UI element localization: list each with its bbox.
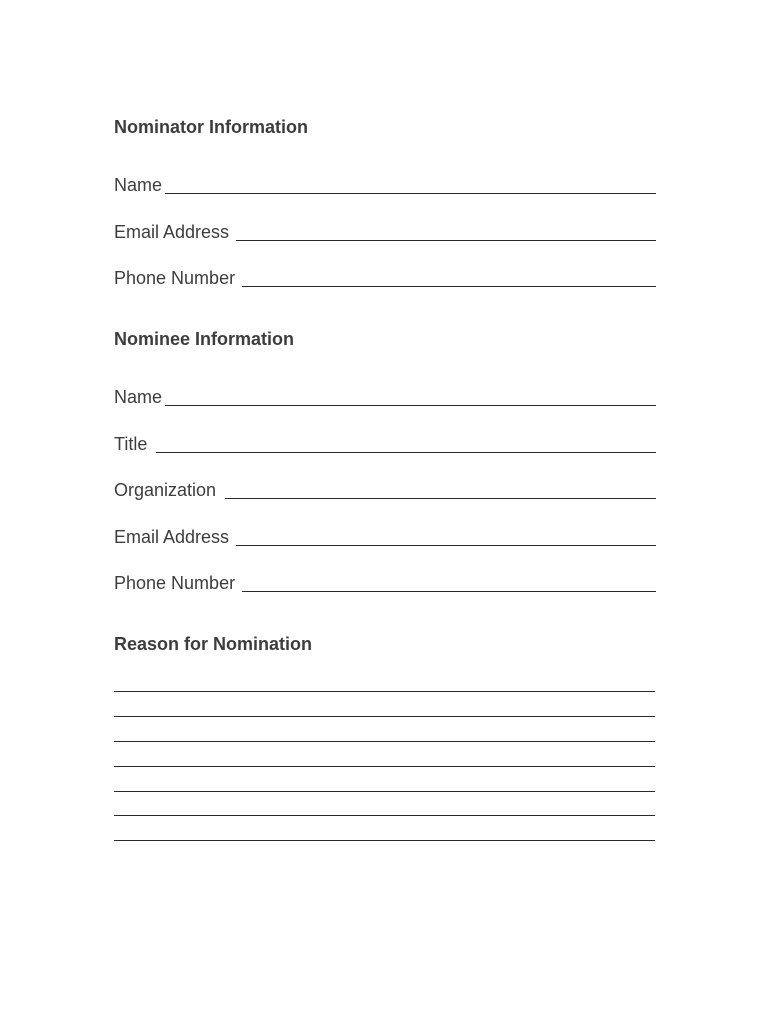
nominator-name-input-line[interactable] [165,173,656,194]
nominee-email-input-line[interactable] [236,525,656,546]
nominee-title-label: Title [114,434,148,454]
nominator-name-field[interactable] [114,170,656,198]
reason-line-4[interactable] [114,766,655,767]
nominator-name-label: Name [114,175,163,195]
reason-line-2[interactable] [114,716,655,717]
reason-line-1[interactable] [114,691,655,692]
nominee-name-field[interactable] [114,382,656,410]
nominee-title-input-line[interactable] [156,432,656,453]
nominator-email-input-line[interactable] [236,220,656,241]
nominee-organization-label: Organization [114,480,217,500]
nominator-phone-input-line[interactable] [242,266,656,287]
reason-line-7[interactable] [114,840,655,841]
nominee-name-input-line[interactable] [165,385,656,406]
nominator-phone-field[interactable] [114,263,656,291]
nominator-email-label: Email Address [114,222,230,242]
nominee-email-field[interactable] [114,522,656,550]
nominee-title-field[interactable] [114,429,656,457]
reason-section-heading: Reason for Nomination [114,634,313,654]
nominator-email-field[interactable] [114,217,656,245]
nominee-phone-label: Phone Number [114,573,236,593]
nominator-section-heading: Nominator Information [114,117,308,137]
nominee-email-label: Email Address [114,527,230,547]
nominee-name-label: Name [114,387,163,407]
nominee-organization-field[interactable] [114,475,656,503]
reason-line-5[interactable] [114,791,655,792]
reason-line-6[interactable] [114,815,655,816]
nominee-section-heading: Nominee Information [114,329,295,349]
nominee-organization-input-line[interactable] [225,478,656,499]
nominator-phone-label: Phone Number [114,268,236,288]
nominee-phone-field[interactable] [114,568,656,596]
reason-line-3[interactable] [114,741,655,742]
nominee-phone-input-line[interactable] [242,571,656,592]
